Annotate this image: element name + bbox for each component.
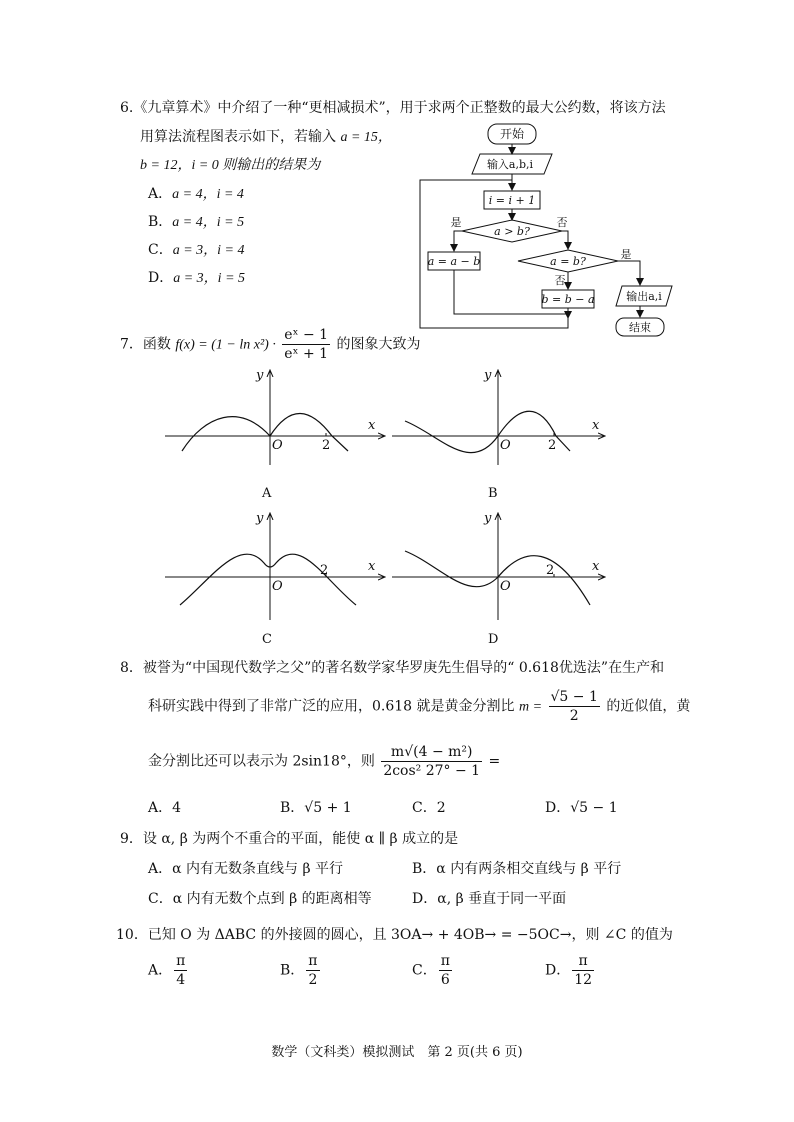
option-fraction	[174, 952, 187, 989]
graph-d-label: D	[488, 632, 499, 647]
flow-input-text: 输入a,b,i	[486, 158, 534, 171]
flow-yes1: 是	[450, 216, 462, 229]
q6-line3	[140, 154, 320, 174]
q7-prefix: 7．函数	[120, 336, 171, 353]
q6-input-a: a = 15，	[340, 130, 392, 145]
graph-b-y: y	[484, 368, 492, 383]
option-text: a = 3，i = 5	[173, 271, 246, 286]
q6-input-b: b = 12，i = 0 则输出的结果为	[140, 158, 321, 173]
q7-fraction	[282, 326, 330, 363]
frac-num: π	[572, 952, 594, 971]
q9-option-c	[148, 888, 372, 908]
frac-den: 2	[308, 972, 318, 988]
q8-m-eq: m =	[518, 699, 543, 715]
q7-num: eˣ − 1	[284, 327, 329, 343]
q6-option-a	[148, 183, 244, 203]
graph-a-label: A	[262, 486, 272, 501]
option-text: √5 + 1	[304, 800, 352, 816]
option-text: a = 3，i = 4	[172, 243, 245, 258]
q7-suffix: 的图象大致为	[336, 336, 421, 353]
graph-d	[392, 513, 605, 620]
option-text: α, β 垂直于同一平面	[437, 891, 567, 907]
q9-option-b	[412, 858, 621, 878]
flow-cond1-text: a > b?	[494, 225, 530, 238]
q8-expr-den: 2cos² 27° − 1	[383, 763, 481, 779]
option-text: α 内有无数个点到 β 的距离相等	[172, 891, 372, 907]
q6-line1: 6.《九章算术》中介绍了一种“更相减损术”，用于求两个正整数的最大公约数，将该方法	[120, 100, 666, 116]
q8-eq: =	[488, 753, 501, 770]
option-label: A．	[148, 186, 173, 202]
q8-golden-fraction	[549, 688, 600, 725]
q9-option-a	[148, 858, 343, 878]
graph-b-tick: 2	[548, 438, 557, 453]
flow-no1: 否	[556, 216, 568, 229]
option-text: a = 4，i = 5	[172, 215, 245, 230]
flow-cond2-text: a = b?	[550, 255, 586, 268]
graph-c	[165, 513, 385, 620]
option-label: B．	[280, 800, 305, 816]
flow-start-text: 开始	[499, 127, 525, 141]
graph-b-label: B	[488, 486, 498, 501]
graph-c-tick: 2	[320, 563, 329, 578]
option-label: D．	[545, 962, 571, 979]
q10-option-c	[412, 952, 454, 989]
q8-expr-fraction	[381, 743, 482, 780]
q8-line2-text: 科研实践中得到了非常广泛的应用，0.618 就是黄金分割比	[148, 698, 515, 715]
q6-line2-text: 用算法流程图表示如下，若输入	[140, 129, 336, 145]
option-text: 2	[436, 800, 446, 816]
option-label: D．	[148, 270, 174, 286]
q6-option-c	[148, 239, 245, 259]
q9-stem: 9．设 α, β 为两个不重合的平面，能使 α ∥ β 成立的是	[120, 831, 459, 847]
q7-den: eˣ + 1	[284, 346, 329, 362]
option-label: B．	[280, 962, 305, 979]
option-label: B．	[412, 861, 437, 877]
graph-b-x: x	[592, 418, 600, 433]
q7-graphs	[160, 365, 610, 655]
option-label: A．	[148, 861, 173, 877]
flow-no2: 否	[554, 274, 566, 287]
option-text: 4	[172, 800, 182, 816]
graph-d-tick: 2	[546, 563, 555, 578]
q6-line2	[140, 126, 392, 146]
q8-golden-num: √5 − 1	[550, 689, 598, 705]
frac-num: π	[440, 953, 450, 969]
graph-a-origin: O	[272, 438, 283, 453]
frac-den: 4	[176, 972, 186, 988]
q7-stem	[120, 326, 421, 363]
frac-num: π	[176, 953, 186, 969]
q8-line3-text: 金分割比还可以表示为 2sin18°，则	[148, 753, 375, 770]
option-label: A．	[148, 962, 173, 979]
graph-d-x: x	[592, 559, 600, 574]
graph-b	[392, 370, 605, 465]
page-footer: 数学（文科类）模拟测试 第 2 页(共 6 页)	[271, 1045, 523, 1060]
q8-option-a	[148, 797, 181, 817]
option-label: D．	[545, 800, 571, 816]
frac-num: π	[308, 953, 318, 969]
option-fraction	[572, 952, 594, 989]
graph-a-y: y	[256, 368, 264, 383]
option-text: a = 4，i = 4	[172, 187, 244, 202]
option-label: D．	[412, 891, 438, 907]
option-fraction	[439, 952, 452, 989]
flow-output-text: 输出a,i	[626, 290, 662, 303]
q8-option-d	[545, 797, 618, 817]
q8-golden-den: 2	[569, 708, 579, 724]
flow-assign-b-text: b = b − a	[541, 293, 595, 306]
graph-c-x: x	[368, 559, 376, 574]
q6-option-b	[148, 211, 244, 231]
flow-assign-a-text: a = a − b	[427, 255, 481, 268]
flow-yes2: 是	[620, 248, 632, 261]
option-text: α 内有无数条直线与 β 平行	[172, 861, 344, 877]
q8-line1: 8．被誉为“中国现代数学之父”的著名数学家华罗庚先生倡导的“ 0.618优选法”在生产和	[120, 660, 665, 676]
graph-a-x: x	[368, 418, 376, 433]
option-label: C．	[412, 800, 437, 816]
q10-stem: 10．已知 O 为 ΔABC 的外接圆的圆心，且 3OA→ + 4OB→ = −5OC→，则 ∠C 的值为	[116, 927, 673, 943]
q10-option-b	[280, 952, 322, 989]
graph-d-y: y	[484, 511, 492, 526]
q10-option-d	[545, 952, 596, 989]
graph-a-tick: 2	[322, 438, 331, 453]
q6-option-d	[148, 267, 245, 287]
q7-func: f(x) = (1 − ln x²) ·	[175, 337, 276, 353]
q9-option-d	[412, 888, 566, 908]
q8-line2-end: 的近似值，黄	[606, 698, 691, 715]
option-label: C．	[148, 242, 173, 258]
graph-c-origin: O	[272, 579, 283, 594]
frac-den: 6	[440, 972, 450, 988]
q10-option-a	[148, 952, 189, 989]
option-text: α 内有两条相交直线与 β 平行	[436, 861, 622, 877]
q8-option-b	[280, 797, 352, 817]
q8-line2	[148, 688, 690, 725]
q8-option-c	[412, 797, 446, 817]
option-label: C．	[148, 891, 173, 907]
graph-c-y: y	[256, 511, 264, 526]
graph-c-label: C	[262, 632, 272, 647]
flowchart	[410, 118, 690, 344]
flow-end-text: 结束	[629, 321, 651, 334]
graph-b-origin: O	[500, 438, 511, 453]
option-label: C．	[412, 962, 437, 979]
option-text: √5 − 1	[570, 800, 618, 816]
frac-den: 12	[574, 972, 593, 988]
graph-d-origin: O	[500, 579, 511, 594]
option-label: B．	[148, 214, 173, 230]
option-fraction	[306, 952, 319, 989]
flow-inc-text: i = i + 1	[488, 194, 536, 207]
option-label: A．	[148, 800, 173, 816]
q8-expr-num: m√(4 − m²)	[381, 743, 482, 762]
q8-line3	[148, 743, 500, 780]
